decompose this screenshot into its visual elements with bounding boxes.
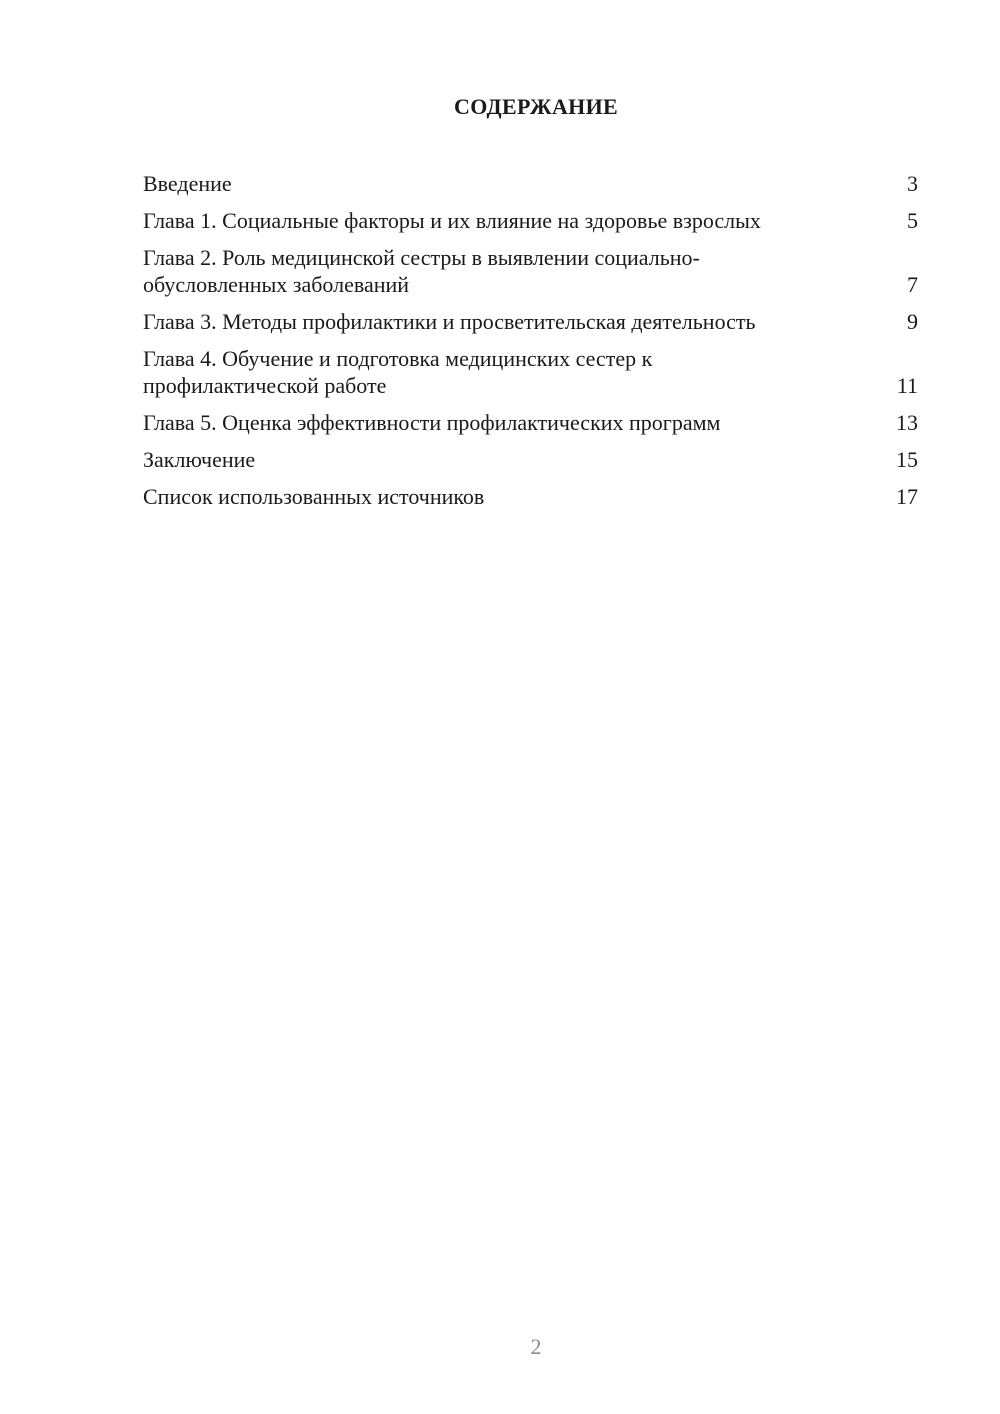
- toc-entry-chapter-5: [143, 409, 918, 436]
- page-number: 2: [530, 1334, 542, 1359]
- toc-entry-page: 15: [896, 447, 918, 472]
- page-title: СОДЕРЖАНИЕ: [454, 94, 618, 119]
- toc-entry-label: Заключение: [143, 447, 256, 472]
- toc-entry-page: 17: [896, 484, 918, 509]
- toc-entry-label: Глава 5. Оценка эффективности профилактических программ: [143, 410, 721, 435]
- toc-entry-chapter-4: [143, 345, 918, 399]
- toc-entry-conclusion: [143, 446, 918, 473]
- toc-entry-label: Глава 1. Социальные факторы и их влияние на здоровье взрослых: [143, 208, 761, 233]
- toc-entry-page: 5: [907, 208, 918, 233]
- toc-entry-label: Глава 4. Обучение и подготовка медицинских сестер к профилактической работе: [143, 346, 653, 398]
- table-of-contents: [143, 170, 918, 520]
- toc-entry-chapter-2: [143, 244, 918, 298]
- toc-entry-chapter-1: [143, 207, 918, 234]
- toc-entry-label: Введение: [143, 171, 232, 196]
- toc-entry-page: 13: [896, 410, 918, 435]
- toc-entry-page: 9: [907, 309, 918, 334]
- toc-entry-label: Глава 2. Роль медицинской сестры в выявлении социально-обусловленных заболеваний: [143, 245, 700, 297]
- toc-entry-page: 3: [907, 171, 918, 196]
- toc-entry-introduction: [143, 170, 918, 197]
- toc-entry-chapter-3: [143, 308, 918, 335]
- toc-entry-page: 7: [907, 272, 918, 297]
- toc-entry-references: [143, 483, 918, 510]
- toc-entry-label: Глава 3. Методы профилактики и просветительская деятельность: [143, 309, 756, 334]
- toc-entry-label: Список использованных источников: [143, 484, 485, 509]
- toc-entry-page: 11: [896, 373, 918, 398]
